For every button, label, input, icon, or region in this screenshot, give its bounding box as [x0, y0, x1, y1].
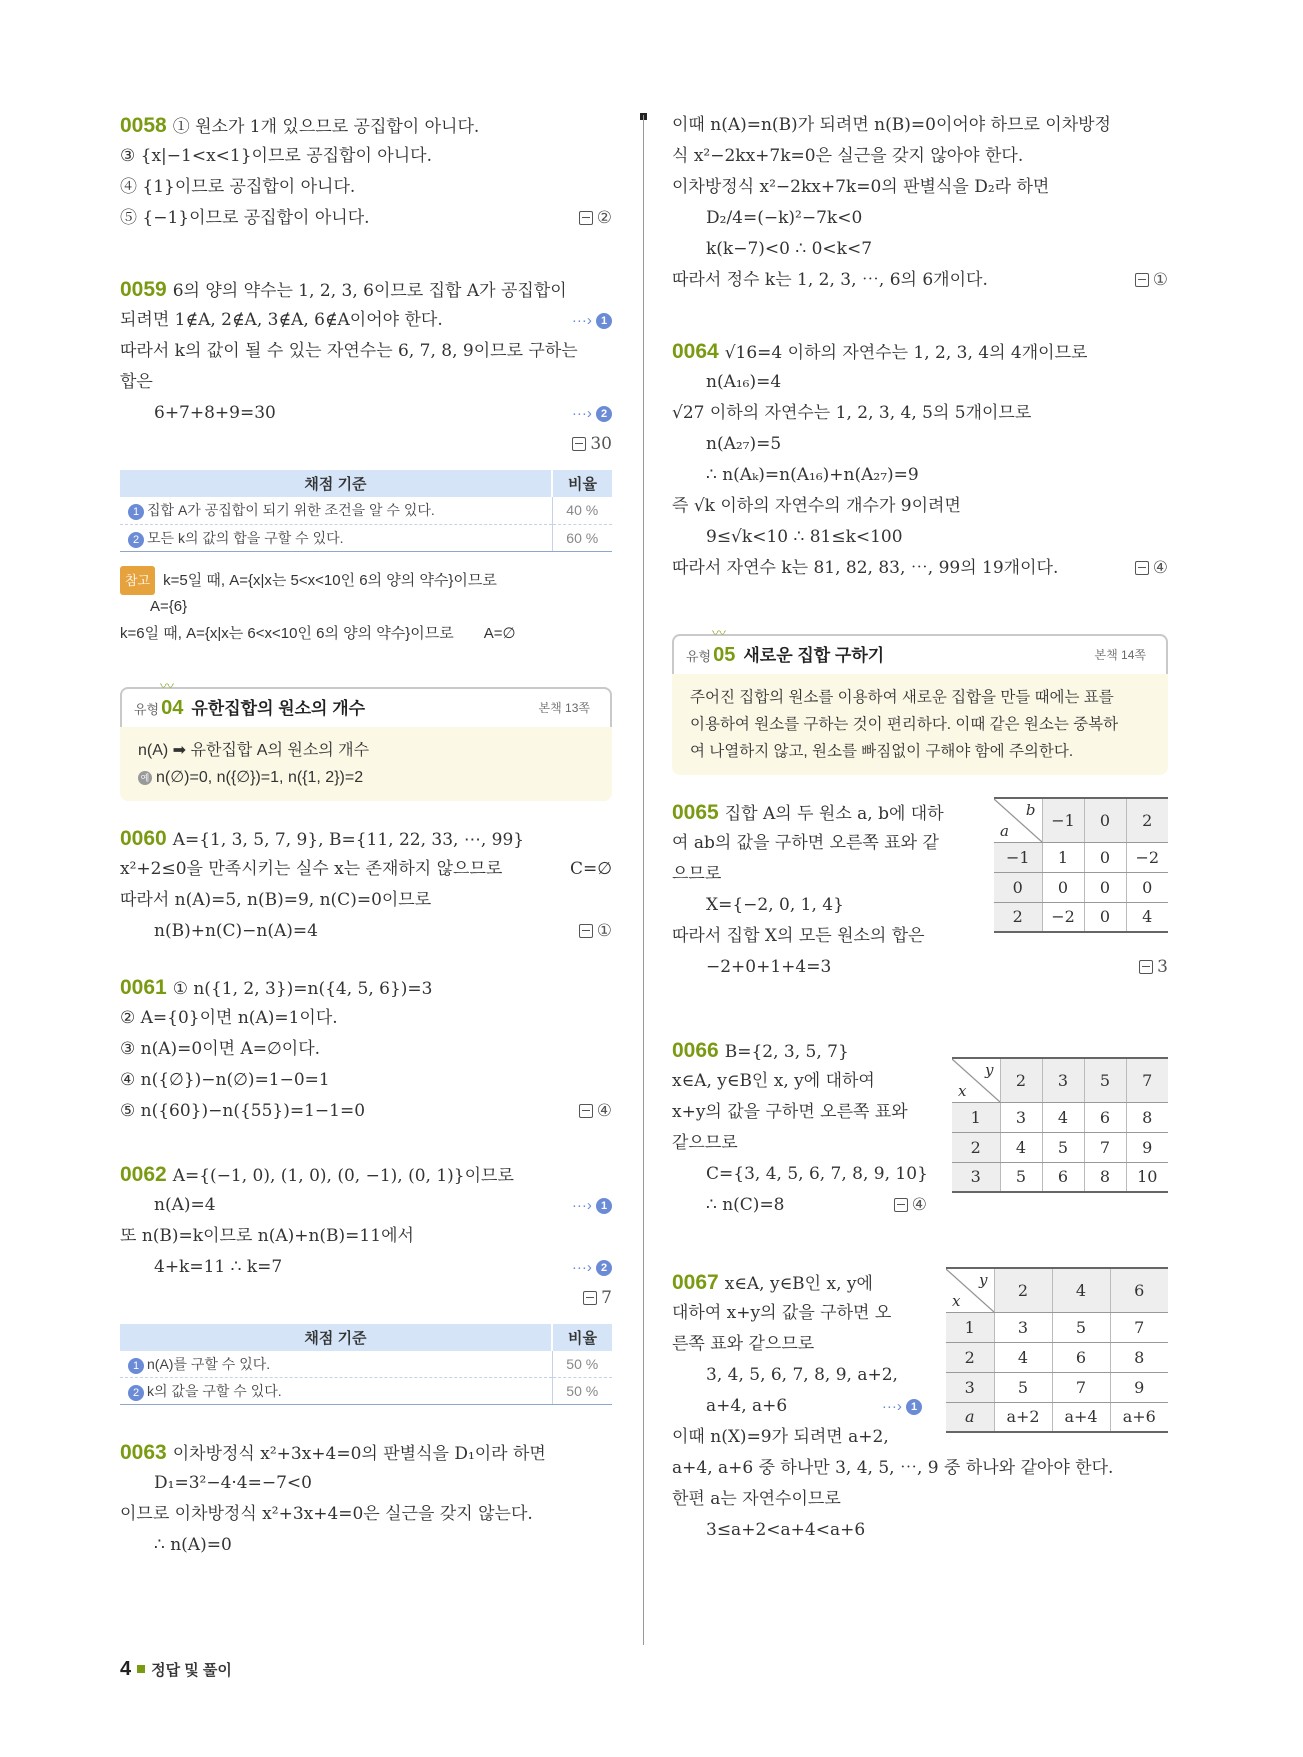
solution-text: C={3, 4, 5, 6, 7, 8, 9, 10} [706, 1164, 928, 1184]
scoring-row: 1 n(A)를 구할 수 있다. [120, 1351, 552, 1378]
answer-mark: 3 [1139, 952, 1168, 983]
solution-text: ① 원소가 1개 있으므로 공집합이 아니다. [172, 117, 480, 137]
row-header: 3 [946, 1372, 994, 1402]
table-cell: 0 [1084, 872, 1126, 902]
solution-text: n(A₂₇)=5 [706, 434, 782, 454]
problem-number: 0061 [120, 975, 167, 999]
col-header: 7 [1126, 1058, 1168, 1102]
solution-text: 즉 √k 이하의 자연수의 개수가 9이려면 [672, 496, 961, 516]
solution-text: D₁=3²−4·4=−7<0 [154, 1473, 312, 1493]
solution-text: k(k−7)<0 ∴ 0<k<7 [706, 239, 873, 259]
table-cell: 0 [1126, 872, 1168, 902]
problem-0059 [120, 274, 612, 460]
answer-icon [894, 1198, 908, 1212]
problem-0067 [672, 1267, 1168, 1546]
ratio-header: 비율 [552, 1324, 612, 1351]
answer-mark: 7 [583, 1283, 612, 1314]
answer-icon [572, 437, 586, 451]
col-header: 6 [1110, 1268, 1168, 1312]
solution-text: 한편 a는 자연수이므로 [672, 1489, 841, 1509]
col-header: −1 [1042, 798, 1084, 842]
table-cell: 5 [1000, 1162, 1042, 1192]
table-cell: a+2 [994, 1402, 1052, 1432]
solution-text: 이때 n(A)=n(B)가 되려면 n(B)=0이어야 하므로 이차방정 [672, 115, 1111, 135]
solution-text: 대하여 x+y의 값을 구하면 오 [672, 1303, 892, 1323]
solution-text: x∈A, y∈B인 x, y에 대하여 [672, 1071, 875, 1091]
row-header: a [946, 1402, 994, 1432]
solution-text: ③ n(A)=0이면 A=∅이다. [120, 1038, 321, 1059]
table-cell: 3 [994, 1312, 1052, 1342]
row-header: 1 [952, 1102, 1000, 1132]
solution-text: A={1, 3, 5, 7, 9}, B={11, 22, 33, ⋯, 99} [172, 829, 525, 850]
table-cell: 6 [1042, 1162, 1084, 1192]
answer-icon [579, 211, 593, 225]
product-table [994, 797, 1168, 933]
step-marker: ···› 1 [572, 1190, 612, 1221]
solution-text: 따라서 정수 k는 1, 2, 3, ⋯, 6의 6개이다. [672, 270, 988, 290]
solution-text: 이차방정식 x²−2kx+7k=0의 판별식을 D₂라 하면 [672, 177, 1050, 197]
solution-text: 여 ab의 값을 구하면 오른쪽 표와 같 [672, 833, 939, 853]
type-label: 유형 [686, 649, 712, 664]
solution-text: x∈A, y∈B인 x, y에 [724, 1274, 873, 1294]
type-body-text: 여 나열하지 않고, 원소를 빠짐없이 구해야 함에 주의한다. [690, 743, 1074, 760]
solution-text: x²+2≤0을 만족시키는 실수 x는 존재하지 않으므로 [120, 858, 503, 879]
solution-text: 따라서 k의 값이 될 수 있는 자연수는 6, 7, 8, 9이므로 구하는 [120, 341, 578, 361]
solution-text: 이차방정식 x²+3x+4=0의 판별식을 D₁이라 하면 [172, 1444, 546, 1464]
wave-icon: 〰 [712, 625, 726, 641]
answer-icon [579, 1104, 593, 1118]
page-number: 4 [120, 1658, 132, 1680]
solution-text: ④ n({∅})−n(∅)=1−0=1 [120, 1069, 330, 1090]
solution-text: x+y의 값을 구하면 오른쪽 표와 [672, 1102, 908, 1122]
answer-icon [1135, 561, 1149, 575]
solution-text: 같으므로 [672, 1133, 738, 1153]
table-corner: y x [946, 1268, 994, 1312]
solution-text: D₂/4=(−k)²−7k<0 [706, 208, 863, 228]
table-cell: 7 [1110, 1312, 1168, 1342]
row-header: 0 [994, 872, 1042, 902]
solution-text: 3, 4, 5, 6, 7, 8, 9, a+2, [706, 1365, 898, 1385]
step-marker: ···› 1 [572, 305, 612, 336]
answer-mark: 30 [572, 429, 612, 460]
col-header: 4 [1052, 1268, 1110, 1312]
scoring-header: 채점 기준 [120, 470, 552, 497]
table-cell: 7 [1084, 1132, 1126, 1162]
solution-text: 9≤√k<10 ∴ 81≤k<100 [706, 527, 903, 547]
solution-text: 3≤a+2<a+4<a+6 [706, 1520, 866, 1540]
type-page-ref: 본책 14쪽 [1094, 648, 1146, 662]
solution-text: 른쪽 표와 같으므로 [672, 1334, 815, 1354]
table-cell: 6 [1084, 1102, 1126, 1132]
sum-table [952, 1057, 1168, 1193]
solution-text: ⑤ {−1}이므로 공집합이 아니다. [120, 208, 370, 228]
answer-mark: ④ [1135, 553, 1168, 584]
solution-text: ∴ n(A)=0 [154, 1535, 232, 1555]
table-cell: 0 [1084, 902, 1126, 932]
solution-text: X={−2, 0, 1, 4} [706, 895, 844, 915]
answer-icon [1139, 960, 1153, 974]
note-badge: 참고 [120, 566, 155, 595]
col-header: 0 [1084, 798, 1126, 842]
solution-text: A={(−1, 0), (1, 0), (0, −1), (0, 1)}이므로 [172, 1165, 514, 1186]
type-page-ref: 본책 13쪽 [538, 700, 590, 715]
row-header: 2 [994, 902, 1042, 932]
problem-number: 0063 [120, 1441, 167, 1464]
type-body-text: n(A) ➡ 유한집합 A의 원소의 개수 [138, 741, 370, 759]
row-header: 2 [946, 1342, 994, 1372]
table-cell: a+4 [1052, 1402, 1110, 1432]
ratio-cell: 50 % [552, 1351, 612, 1378]
scoring-row: 2 모든 k의 값의 합을 구할 수 있다. [120, 524, 552, 551]
row-header: 2 [952, 1132, 1000, 1162]
table-cell: 6 [1052, 1342, 1110, 1372]
solution-text: 이므로 이차방정식 x²+3x+4=0은 실근을 갖지 않는다. [120, 1504, 533, 1524]
type-number: 04 [161, 696, 184, 719]
problem-number: 0065 [672, 801, 719, 824]
problem-0065 [672, 797, 1168, 983]
ratio-cell: 40 % [552, 497, 612, 524]
solution-text: a+4, a+6 중 하나만 3, 4, 5, ⋯, 9 중 하나와 같아야 한다. [672, 1458, 1114, 1478]
table-cell: 10 [1126, 1162, 1168, 1192]
step-marker: ···› 2 [572, 398, 612, 429]
answer-icon [1135, 273, 1149, 287]
problem-number: 0059 [120, 278, 167, 301]
solution-text: √27 이하의 자연수는 1, 2, 3, 4, 5의 5개이므로 [672, 403, 1032, 423]
solution-text: ① n({1, 2, 3})=n({4, 5, 6})=3 [172, 978, 433, 999]
solution-text: 4+k=11 ∴ k=7 [154, 1256, 283, 1277]
table-cell: 8 [1126, 1102, 1168, 1132]
answer-mark: ④ [579, 1096, 612, 1127]
problem-number: 0058 [120, 114, 167, 137]
table-cell: 4 [1000, 1132, 1042, 1162]
row-header: 1 [946, 1312, 994, 1342]
solution-text: ∴ n(Aₖ)=n(A₁₆)+n(A₂₇)=9 [706, 465, 919, 485]
col-header: 2 [1000, 1058, 1042, 1102]
table-cell: 8 [1084, 1162, 1126, 1192]
solution-text: 집합 A의 두 원소 a, b에 대하 [724, 804, 944, 824]
problem-0058 [120, 110, 612, 234]
ratio-header: 비율 [552, 470, 612, 497]
type-title: 유한집합의 원소의 개수 [191, 698, 366, 718]
square-bullet-icon [137, 1665, 145, 1673]
table-cell: 0 [1042, 872, 1084, 902]
problem-0064 [672, 336, 1168, 584]
table-cell: 9 [1126, 1132, 1168, 1162]
row-header: −1 [994, 842, 1042, 872]
solution-text: n(A)=4 [154, 1194, 216, 1215]
table-cell: 0 [1084, 842, 1126, 872]
table-cell: 7 [1052, 1372, 1110, 1402]
type-04-box: 〰 유형 04 유한집합의 원소의 개수 본책 13쪽 n(A) ➡ 유한집합 A의 원소의 개수 예 n(∅)=0, n({∅})=1, n({1, 2})=2 [120, 687, 612, 801]
problem-number: 0067 [672, 1271, 719, 1294]
answer-icon [583, 1291, 597, 1305]
solution-text: ∴ n(C)=8 [706, 1195, 785, 1215]
answer-icon [579, 924, 593, 938]
solution-text: 따라서 자연수 k는 81, 82, 83, ⋯, 99의 19개이다. [672, 558, 1059, 578]
table-cell: 3 [1000, 1102, 1042, 1132]
col-header: 2 [994, 1268, 1052, 1312]
type-title: 새로운 집합 구하기 [743, 646, 885, 665]
table-cell: 9 [1110, 1372, 1168, 1402]
col-header: 3 [1042, 1058, 1084, 1102]
problem-0061 [120, 972, 612, 1127]
step-marker: ···› 2 [572, 1252, 612, 1283]
solution-text: B={2, 3, 5, 7} [724, 1042, 849, 1062]
problem-0060: 0060 A={1, 3, 5, 7, 9}, B={11, 22, 33, ⋯, 99} x²+2≤0을 만족시키는 실수 x는 존재하지 않으므로 C=∅ 따라서 n(A)=5, n(B)=9, n(C)=0이므로 n(B)+n(C)−n(A)=4 ① [120, 823, 612, 947]
table-cell: 5 [1052, 1312, 1110, 1342]
col-header: 5 [1084, 1058, 1126, 1102]
table-cell: a+6 [1110, 1402, 1168, 1432]
footer-title: 정답 및 풀이 [151, 1662, 232, 1679]
answer-mark: ① [1135, 265, 1168, 296]
table-cell: 8 [1110, 1342, 1168, 1372]
type-number: 05 [713, 644, 736, 666]
solution-text: 6+7+8+9=30 [154, 403, 276, 423]
scoring-table [120, 470, 612, 552]
problem-0062 [120, 1159, 612, 1314]
answer-mark: ④ [894, 1190, 927, 1221]
solution-text: 식 x²−2kx+7k=0은 실근을 갖지 않아야 한다. [672, 146, 1024, 166]
solution-text: n(B)+n(C)−n(A)=4 [154, 920, 318, 941]
problem-0063 [120, 1437, 612, 1561]
right-column [672, 110, 1168, 1546]
table-corner: y x [952, 1058, 1000, 1102]
reference-note: 참고 k=5일 때, A={x|x는 5<x<10인 6의 양의 약수}이므로 A={6} k=6일 때, A={x|x는 6<x<10인 6의 양의 약수}이므로 A=∅ [120, 566, 612, 647]
left-column [120, 110, 612, 1561]
scoring-row: 1 집합 A가 공집합이 되기 위한 조건을 알 수 있다. [120, 497, 552, 524]
solution-text: ⑤ n({60})−n({55})=1−1=0 [120, 1100, 366, 1121]
col-header: 2 [1126, 798, 1168, 842]
scoring-table [120, 1324, 612, 1406]
problem-number: 0062 [120, 1162, 167, 1186]
problem-number: 0060 [120, 826, 167, 850]
type-05-box [672, 625, 1168, 775]
solution-text: a+4, a+6 [706, 1396, 788, 1416]
table-cell: 1 [1042, 842, 1084, 872]
scoring-row: 2 k의 값을 구할 수 있다. [120, 1378, 552, 1405]
answer-mark: ② [579, 203, 612, 234]
table-cell: −2 [1126, 842, 1168, 872]
page-footer [120, 1658, 232, 1681]
solution-text: n(A₁₆)=4 [706, 372, 782, 392]
column-divider [643, 115, 644, 1645]
problem-0066 [672, 1035, 1168, 1221]
sum-table [946, 1267, 1168, 1433]
problem-number: 0064 [672, 340, 719, 363]
solution-text: 되려면 1∉A, 2∉A, 3∉A, 6∉A이어야 한다. [120, 310, 443, 330]
wave-icon: 〰 [160, 677, 174, 694]
solution-text: 따라서 집합 X의 모든 원소의 합은 [672, 926, 925, 946]
problem-number: 0066 [672, 1039, 719, 1062]
table-cell: −2 [1042, 902, 1084, 932]
problem-0063-continued [672, 110, 1168, 296]
table-cell: 4 [994, 1342, 1052, 1372]
solution-text: 또 n(B)=k이므로 n(A)+n(B)=11에서 [120, 1225, 414, 1246]
solution-text: √16=4 이하의 자연수는 1, 2, 3, 4의 4개이므로 [724, 343, 1088, 363]
solution-text: 따라서 n(A)=5, n(B)=9, n(C)=0이므로 [120, 889, 432, 910]
solution-text: 합은 [120, 372, 153, 392]
table-cell: 4 [1042, 1102, 1084, 1132]
step-marker: ···› 1 [882, 1391, 922, 1422]
row-header: 3 [952, 1162, 1000, 1192]
type-body-text: 주어진 집합의 원소를 이용하여 새로운 집합을 만들 때에는 표를 [690, 689, 1114, 706]
solution-text: 으므로 [672, 864, 722, 884]
ratio-cell: 60 % [552, 524, 612, 551]
table-corner: b a [994, 798, 1042, 842]
scoring-header: 채점 기준 [120, 1324, 552, 1351]
table-cell: 4 [1126, 902, 1168, 932]
solution-text: ② A={0}이면 n(A)=1이다. [120, 1007, 338, 1028]
answer-mark: ① [579, 916, 612, 947]
solution-text: 이때 n(X)=9가 되려면 a+2, [672, 1427, 889, 1447]
solution-text: −2+0+1+4=3 [706, 957, 832, 977]
table-cell: 5 [1042, 1132, 1084, 1162]
table-cell: 5 [994, 1372, 1052, 1402]
example-icon: 예 [138, 771, 152, 785]
type-label: 유형 [134, 701, 160, 717]
ratio-cell: 50 % [552, 1378, 612, 1405]
solution-text: ③ {x|−1<x<1}이므로 공집합이 아니다. [120, 146, 432, 166]
solution-text: 6의 양의 약수는 1, 2, 3, 6이므로 집합 A가 공집합이 [172, 281, 567, 301]
solution-text: ④ {1}이므로 공집합이 아니다. [120, 177, 356, 197]
type-body-text: 이용하여 원소를 구하는 것이 편리하다. 이때 같은 원소는 중복하 [690, 716, 1119, 733]
